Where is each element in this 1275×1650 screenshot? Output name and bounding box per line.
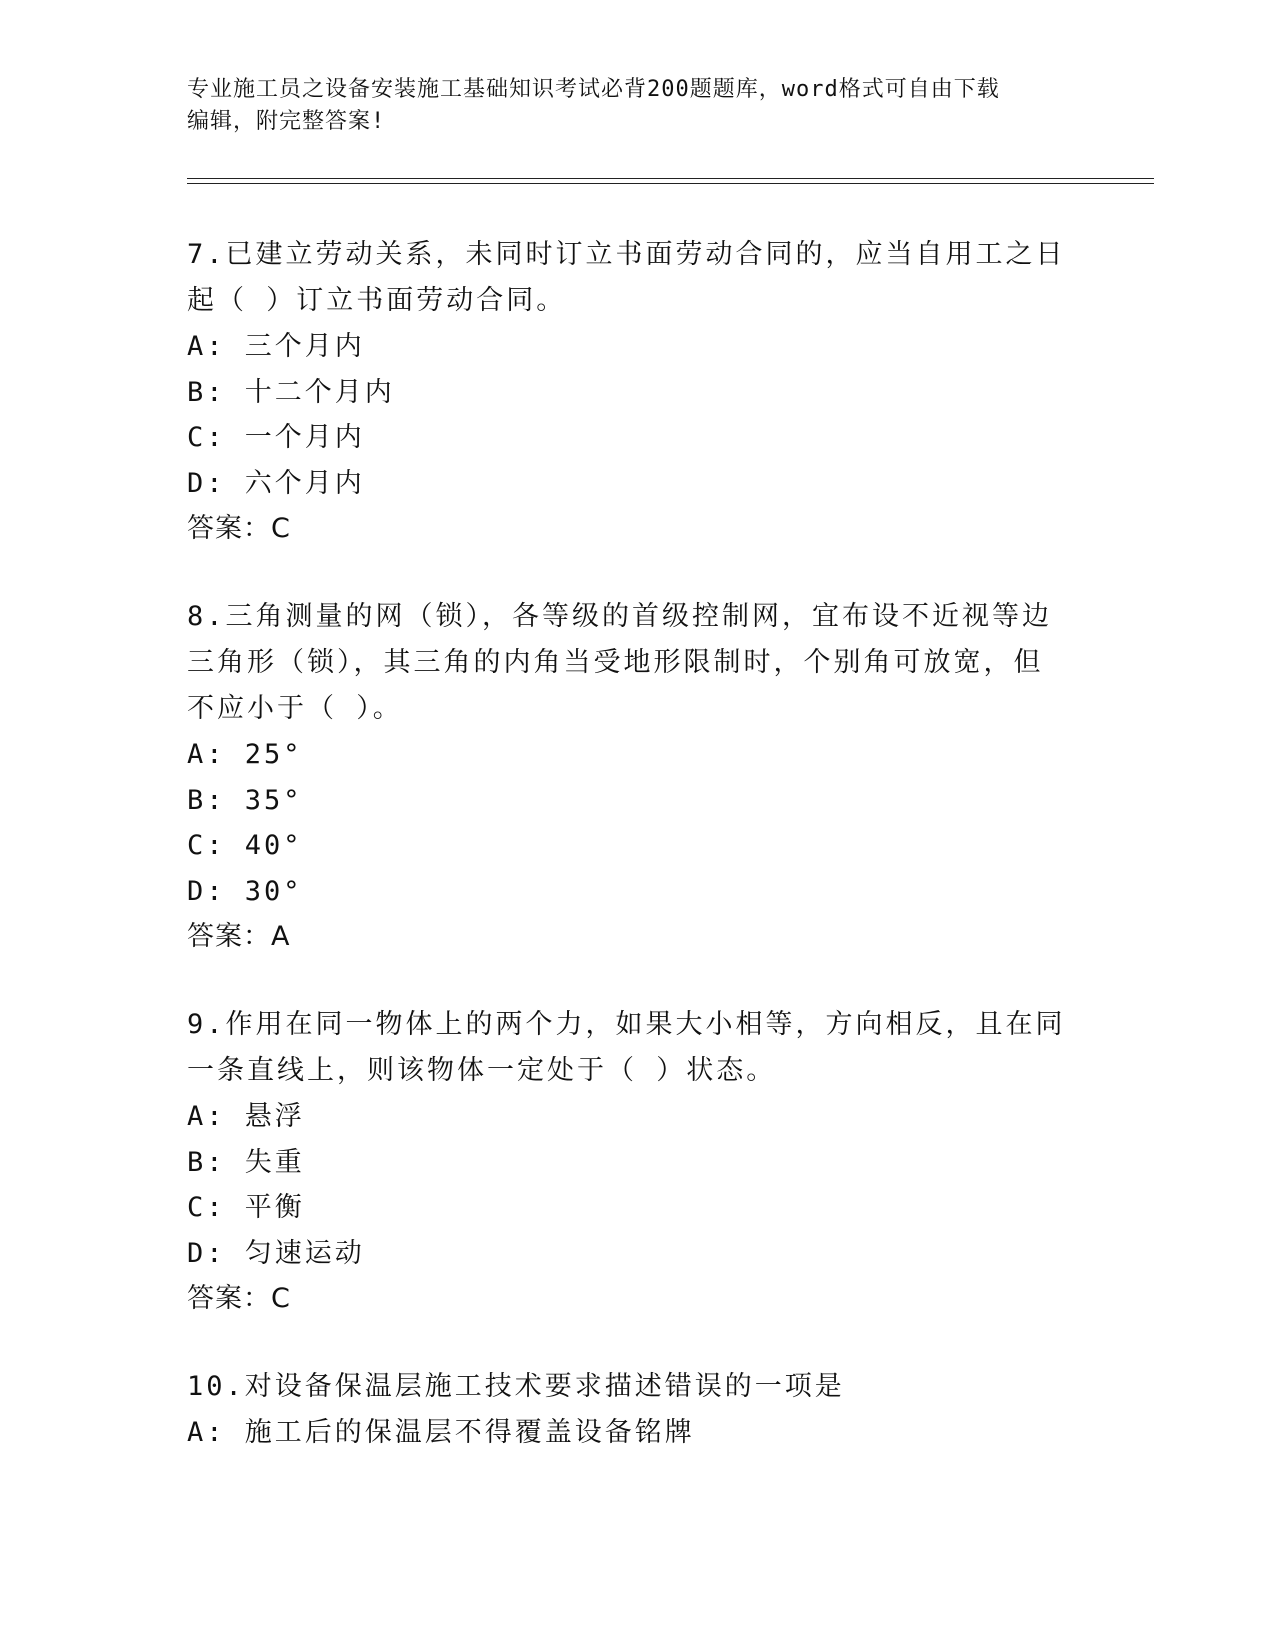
answer: 答案：C	[187, 1283, 291, 1314]
option-a: A: 悬浮	[187, 1101, 305, 1132]
option-b: B: 35°	[187, 784, 303, 816]
answer: 答案：C	[187, 513, 291, 544]
question-8	[187, 594, 1067, 960]
question-text: 8.三角测量的网（锁），各等级的首级控制网，宜布设不近视等边三角形（锁），其三角的内角当受地形限制时，个别角可放宽，但不应小于（ ）。	[187, 601, 1053, 724]
header-line-1: 专业施工员之设备安装施工基础知识考试必背200题题库，word格式可自由下载	[187, 77, 1000, 102]
option-c: C: 一个月内	[187, 422, 365, 453]
option-a: A: 施工后的保温层不得覆盖设备铭牌	[187, 1417, 695, 1448]
option-a: A: 三个月内	[187, 331, 365, 362]
header-divider-bottom	[187, 183, 1154, 184]
answer: 答案：A	[187, 921, 291, 952]
option-b: B: 失重	[187, 1146, 305, 1178]
question-10	[187, 1364, 1067, 1456]
option-d: D: 匀速运动	[187, 1237, 365, 1269]
question-text: 9.作用在同一物体上的两个力，如果大小相等，方向相反，且在同一条直线上，则该物体一定处于（ ）状态。	[187, 1009, 1066, 1086]
option-a: A: 25°	[187, 739, 303, 770]
question-7	[187, 232, 1067, 552]
header-divider-top	[187, 178, 1154, 179]
question-list	[187, 232, 1067, 1498]
question-text: 7.已建立劳动关系，未同时订立书面劳动合同的，应当自用工之日起（ ）订立书面劳动合同。	[187, 239, 1066, 316]
option-d: D: 六个月内	[187, 467, 365, 499]
option-c: C: 40°	[187, 830, 303, 861]
question-text: 10.对设备保温层施工技术要求描述错误的一项是	[187, 1371, 845, 1402]
document-header	[187, 74, 1087, 138]
option-d: D: 30°	[187, 875, 303, 907]
question-9	[187, 1002, 1067, 1322]
option-b: B: 十二个月内	[187, 376, 395, 408]
header-line-2: 编辑，附完整答案!	[187, 109, 386, 134]
option-c: C: 平衡	[187, 1192, 305, 1223]
